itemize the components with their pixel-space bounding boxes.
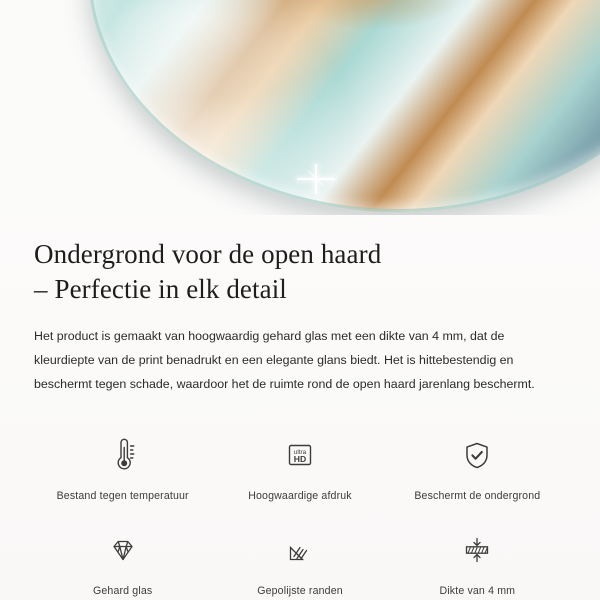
round-glass-panel-image <box>88 0 600 212</box>
product-description-text: Het product is gemaakt van hoogwaardig gehard glas met een dikte van 4 mm, dat de kleurdiepte van de print benadrukt en een elegante glans biedt. Het is hittebestendig en beschermt tegen schade, waardoor het de ruimte rond de open haard jarenlang beschermt. <box>34 329 535 392</box>
thermometer-icon <box>96 429 150 481</box>
polished-edges-icon <box>273 524 327 576</box>
content-area <box>0 237 600 600</box>
page-title-line-1: Ondergrond voor de open haard <box>34 239 382 269</box>
diamond-icon <box>96 524 150 576</box>
feature-label: Hoogwaardige afdruk <box>248 489 352 502</box>
feature-temperature-resistant <box>34 423 211 512</box>
feature-tempered-glass <box>34 518 211 600</box>
feature-label: Dikte van 4 mm <box>439 584 516 597</box>
feature-high-quality-print <box>211 423 388 512</box>
thickness-4mm-icon <box>450 524 504 576</box>
feature-label: Beschermt de ondergrond <box>414 489 541 502</box>
feature-grid <box>34 423 566 600</box>
shield-check-icon <box>450 429 504 481</box>
feature-thickness-4mm <box>389 518 566 600</box>
page-title <box>34 237 566 306</box>
feature-protects-surface <box>389 423 566 512</box>
page-title-line-2: – Perfectie in elk detail <box>34 273 287 304</box>
feature-polished-edges <box>211 518 388 600</box>
feature-label: Gehard glas <box>92 584 153 597</box>
svg-text:HD: HD <box>293 453 307 464</box>
feature-label: Gepolijste randen <box>257 584 343 597</box>
hero-image <box>0 0 600 215</box>
feature-label: Bestand tegen temperatuur <box>56 489 189 502</box>
ultra-hd-icon <box>273 429 327 481</box>
svg-text:ultra: ultra <box>293 448 307 456</box>
